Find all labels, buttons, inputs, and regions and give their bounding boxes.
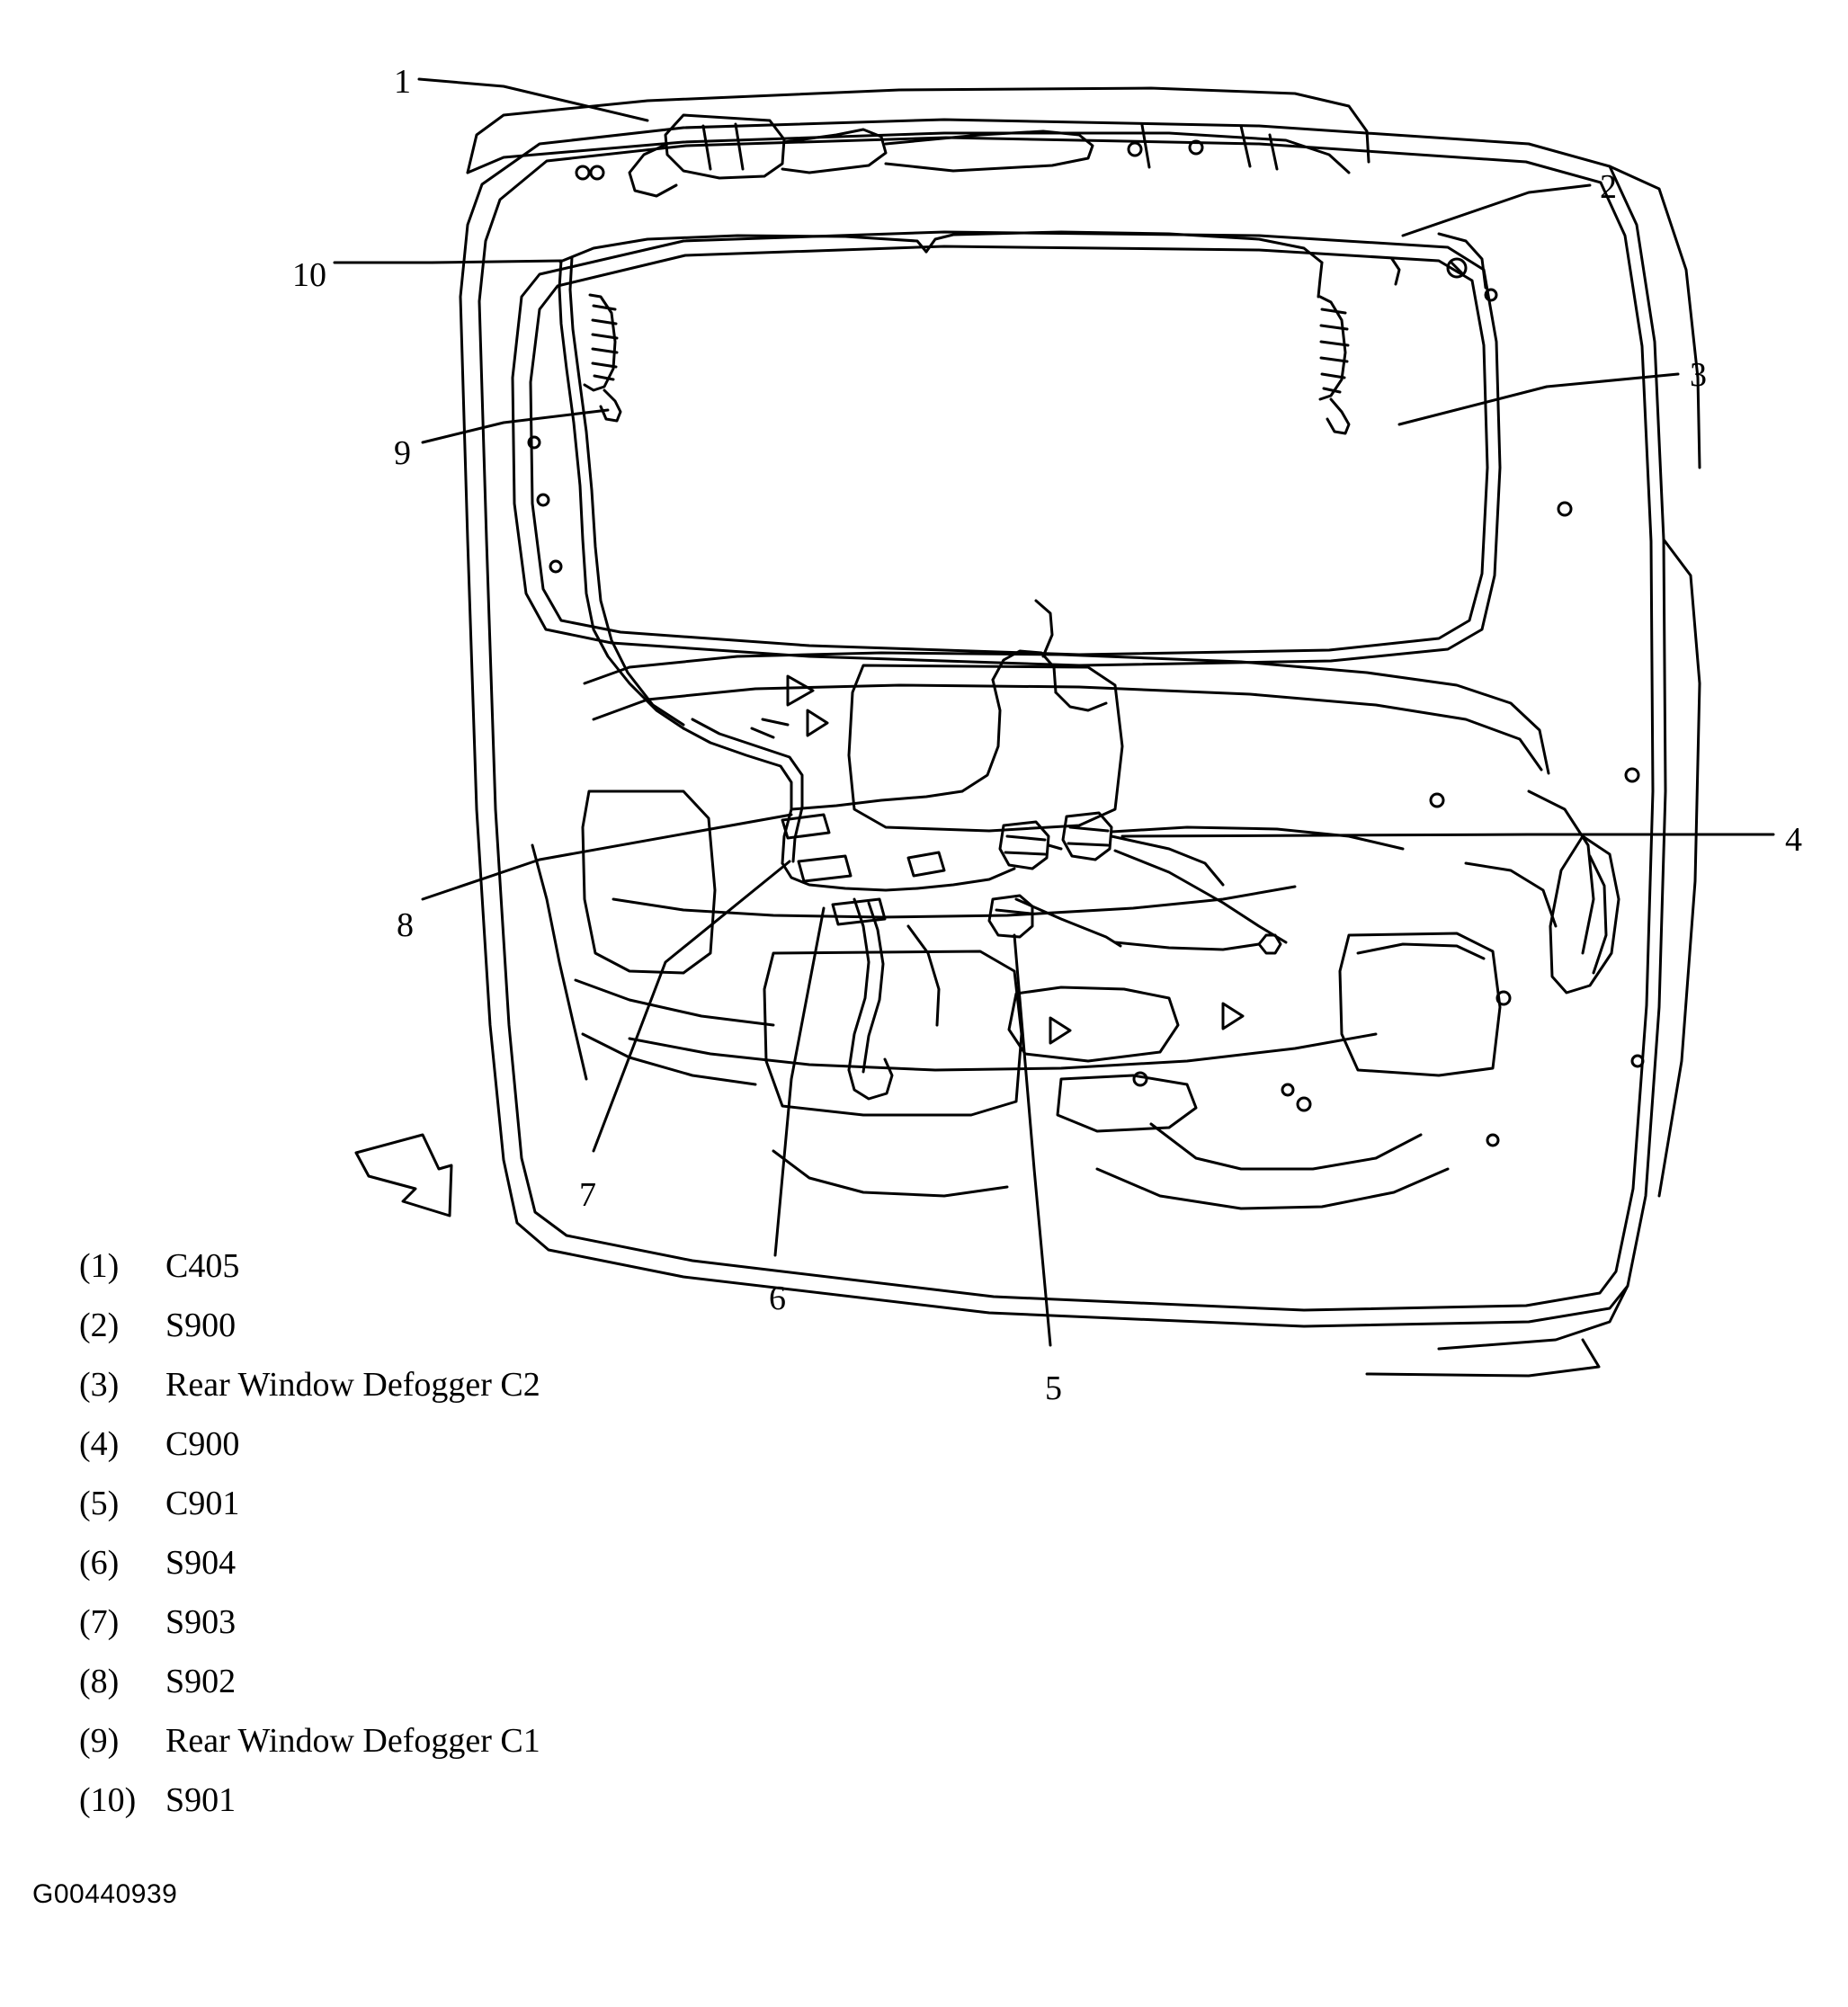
legend-label: C900 [165,1425,240,1463]
legend-label: C405 [165,1247,240,1285]
callout-6: 6 [769,1280,786,1317]
legend-item [79,1771,888,1830]
callout-3: 3 [1690,356,1707,394]
legend-label: S904 [165,1544,237,1582]
callout-10: 10 [292,256,326,294]
figure-id: G00440939 [32,1879,178,1909]
callout-7: 7 [579,1176,596,1214]
legend-list [79,1236,888,1830]
legend-number: (3) [79,1366,120,1404]
legend-label: S901 [165,1781,237,1819]
legend-number: (10) [79,1781,137,1819]
legend-item [79,1355,888,1414]
legend-item [79,1474,888,1533]
legend-item [79,1652,888,1711]
callout-4: 4 [1785,821,1802,859]
legend-number: (9) [79,1722,120,1760]
legend-label: Rear Window Defogger C2 [165,1366,540,1404]
legend-number: (6) [79,1544,120,1582]
legend-label: Rear Window Defogger C1 [165,1722,540,1760]
legend-number: (5) [79,1485,120,1522]
legend-item [79,1296,888,1355]
callout-8: 8 [397,906,414,944]
callout-5: 5 [1045,1369,1062,1407]
legend-number: (1) [79,1247,120,1285]
legend-label: S902 [165,1663,237,1700]
legend-number: (4) [79,1425,120,1463]
legend-item [79,1711,888,1771]
callout-2: 2 [1600,168,1617,206]
legend-number: (8) [79,1663,120,1700]
legend-label: S900 [165,1307,237,1344]
legend-item [79,1533,888,1592]
legend-item [79,1592,888,1652]
legend-item [79,1236,888,1296]
legend-item [79,1414,888,1474]
callout-9: 9 [394,434,411,472]
legend-number: (7) [79,1603,120,1641]
legend-number: (2) [79,1307,120,1344]
callout-1: 1 [394,63,411,101]
legend-label: C901 [165,1485,240,1522]
legend-label: S903 [165,1603,237,1641]
